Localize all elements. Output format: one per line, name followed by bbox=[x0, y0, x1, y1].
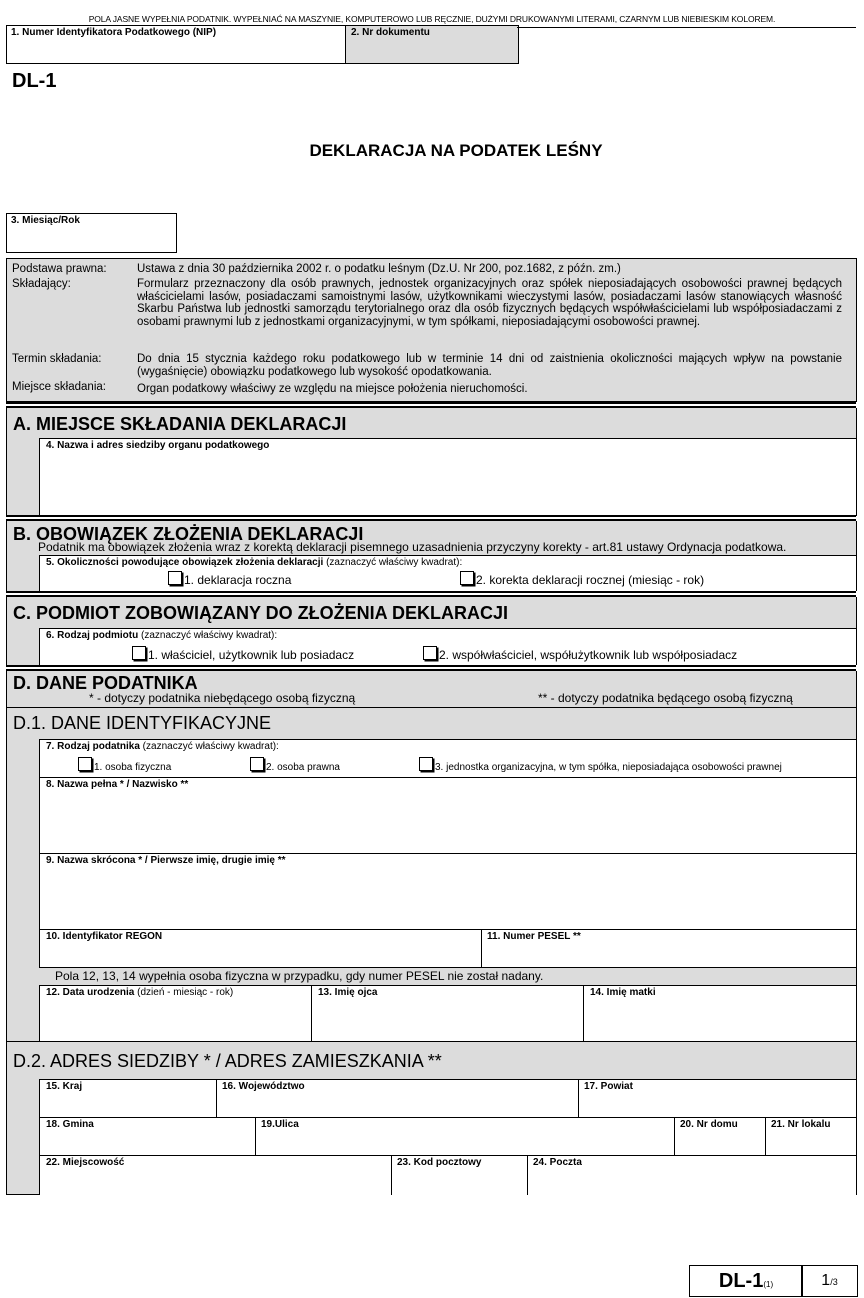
birth-date-field[interactable] bbox=[39, 985, 311, 1042]
birth-date-label: 12. Data urodzenia (dzień - miesiąc - rok) bbox=[46, 987, 234, 998]
house-number-label: 20. Nr domu bbox=[680, 1119, 738, 1130]
footer-form-code: DL-1 bbox=[718, 1270, 764, 1292]
regon-label: 10. Identyfikator REGON bbox=[46, 931, 163, 942]
fill-instruction: POLA JASNE WYPEŁNIA PODATNIK. WYPEŁNIAĆ NA MASZYNIE, KOMPUTEROWO LUB RĘCZNIE, DUŻYMI DRUKOWANYMI LITERAMI, CZARNYM LUB NIEBIESKIM KOLOREM. bbox=[88, 14, 776, 24]
checkbox-natural-person[interactable] bbox=[78, 757, 92, 771]
apartment-number-label: 21. Nr lokalu bbox=[771, 1119, 831, 1130]
street-field[interactable] bbox=[255, 1117, 674, 1156]
full-name-field[interactable] bbox=[39, 777, 856, 854]
entity-type-label: 6. Rodzaj podmiotu (zaznaczyć właściwy kwadrat): bbox=[46, 630, 278, 641]
checkbox-correction[interactable] bbox=[460, 571, 474, 585]
option-annual[interactable]: 1. deklaracja roczna bbox=[168, 571, 291, 587]
postal-code-field[interactable] bbox=[391, 1155, 527, 1195]
option-legal-person[interactable]: 2. osoba prawna bbox=[250, 757, 340, 773]
footer-page-total: /3 bbox=[830, 1277, 838, 1287]
option-org-unit[interactable]: 3. jednostka organizacyjna, w tym spółka, nieposiadająca osobowości prawnej bbox=[419, 757, 782, 773]
street-label: 19.Ulica bbox=[261, 1119, 299, 1130]
checkbox-org-unit[interactable] bbox=[419, 757, 433, 771]
form-code: DL-1 bbox=[12, 70, 57, 92]
checkbox-owner[interactable] bbox=[132, 646, 146, 660]
checkbox-annual[interactable] bbox=[168, 571, 182, 585]
document-number-label: 2. Nr dokumentu bbox=[351, 27, 430, 38]
county-label: 17. Powiat bbox=[584, 1081, 633, 1092]
section-d bbox=[6, 671, 857, 1195]
section-c-title: C. PODMIOT ZOBOWIĄZANY DO ZŁOŻENIA DEKLARACJI bbox=[13, 603, 508, 623]
option-owner[interactable]: 1. właściciel, użytkownik lub posiadacz bbox=[132, 646, 354, 662]
locality-field[interactable] bbox=[39, 1155, 391, 1195]
option-correction[interactable]: 2. korekta deklaracji rocznej (miesiąc - rok) bbox=[460, 571, 704, 587]
full-name-label: 8. Nazwa pełna * / Nazwisko ** bbox=[46, 779, 189, 790]
tax-office-label: 4. Nazwa i adres siedziby organu podatkowego bbox=[46, 440, 270, 451]
section-b bbox=[6, 521, 857, 591]
footer-page-box bbox=[801, 1265, 858, 1297]
place-key: Miejsce składania: bbox=[12, 381, 106, 393]
legal-basis-key: Podstawa prawna: bbox=[12, 263, 107, 275]
section-a-title: A. MIEJSCE SKŁADANIA DEKLARACJI bbox=[13, 414, 347, 434]
month-year-field[interactable] bbox=[6, 213, 177, 253]
father-name-label: 13. Imię ojca bbox=[318, 987, 378, 998]
post-office-label: 24. Poczta bbox=[533, 1157, 582, 1168]
place-text: Organ podatkowy właściwy ze względu na miejsce położenia nieruchomości. bbox=[137, 383, 528, 395]
house-number-field[interactable] bbox=[674, 1117, 765, 1156]
obligation-field bbox=[39, 555, 856, 592]
pesel-field[interactable] bbox=[481, 929, 856, 968]
nip-label: 1. Numer Identyfikatora Podatkowego (NIP) bbox=[11, 27, 217, 38]
pesel-note: Pola 12, 13, 14 wypełnia osoba fizyczna w przypadku, gdy numer PESEL nie został nadany. bbox=[55, 969, 544, 983]
voivodeship-label: 16. Województwo bbox=[222, 1081, 305, 1092]
taxpayer-type-label: 7. Rodzaj podatnika (zaznaczyć właściwy kwadrat): bbox=[46, 741, 279, 752]
note-natural-person: ** - dotyczy podatnika będącego osobą fizyczną bbox=[538, 691, 793, 705]
short-name-label: 9. Nazwa skrócona * / Pierwsze imię, drugie imię ** bbox=[46, 855, 286, 866]
deadline-key: Termin składania: bbox=[12, 353, 102, 365]
post-office-field[interactable] bbox=[527, 1155, 856, 1195]
mother-name-label: 14. Imię matki bbox=[590, 987, 656, 998]
d2-title: D.2. ADRES SIEDZIBY * / ADRES ZAMIESZKANIA ** bbox=[13, 1051, 442, 1071]
option-co-owner[interactable]: 2. współwłaściciel, współużytkownik lub współposiadacz bbox=[423, 646, 737, 662]
entity-type-field bbox=[39, 628, 856, 666]
mother-name-field[interactable] bbox=[583, 985, 856, 1042]
voivodeship-field[interactable] bbox=[216, 1079, 578, 1118]
footer-version: (1) bbox=[763, 1280, 774, 1289]
document-number-field bbox=[345, 25, 519, 64]
deadline-text: Do dnia 15 stycznia każdego roku podatkowego lub w terminie 14 dni od zaistnienia okoliczności mających wpływ na powstanie (wygaśnięcie) obowiązku podatkowego lub wysokość opodatkowania. bbox=[137, 353, 842, 378]
month-year-label: 3. Miesiąc/Rok bbox=[11, 215, 80, 226]
section-b-title: B. OBOWIĄZEK ZŁOŻENIA DEKLARACJI bbox=[13, 524, 364, 544]
tax-office-field[interactable] bbox=[39, 438, 856, 516]
option-natural-person[interactable]: 1. osoba fizyczna bbox=[78, 757, 171, 773]
county-field[interactable] bbox=[578, 1079, 856, 1118]
submitter-key: Składający: bbox=[12, 278, 71, 290]
note-legal-person: * - dotyczy podatnika niebędącego osobą fizyczną bbox=[89, 691, 356, 705]
section-d-title: D. DANE PODATNIKA bbox=[13, 673, 198, 693]
footer-page-number: 1 bbox=[821, 1272, 831, 1289]
apartment-number-field[interactable] bbox=[765, 1117, 856, 1156]
country-label: 15. Kraj bbox=[46, 1081, 83, 1092]
page-title: DEKLARACJA NA PODATEK LEŚNY bbox=[309, 141, 603, 160]
pesel-label: 11. Numer PESEL ** bbox=[487, 931, 581, 942]
regon-field[interactable] bbox=[39, 929, 481, 968]
legal-basis-text: Ustawa z dnia 30 października 2002 r. o podatku leśnym (Dz.U. Nr 200, poz.1682, z późn. zm.) bbox=[137, 263, 621, 275]
checkbox-co-owner[interactable] bbox=[423, 646, 437, 660]
father-name-field[interactable] bbox=[311, 985, 583, 1042]
checkbox-legal-person[interactable] bbox=[250, 757, 264, 771]
d1-title: D.1. DANE IDENTYFIKACYJNE bbox=[13, 713, 272, 733]
footer-code-box bbox=[689, 1265, 803, 1297]
submitter-text: Formularz przeznaczony dla osób prawnych, jednostek organizacyjnych oraz spółek nieposiadających osobowości prawnej będących właścicielami lasów, posiadaczami samoistnymi lasów, użytkownikami wieczystymi lasów, posiadaczami lasów stanowiących własność Skarbu Państwa lub jednostki samorządu terytorialnego oraz dla osób fizycznych będących współwłaścicielami lub współposiadaczami z osobami prawnymi lub z jednostkami organizacyjnymi, w tym spółkami, nieposiadającymi osobowości prawnej. bbox=[137, 278, 842, 328]
section-b-subtitle: Podatnik ma obowiązek złożenia wraz z korektą deklaracji pisemnego uzasadnienia przyczyny korekty - art.81 ustawy Ordynacja podatkowa. bbox=[38, 540, 787, 554]
locality-label: 22. Miejscowość bbox=[46, 1157, 125, 1168]
taxpayer-type-field bbox=[39, 739, 856, 778]
section-c bbox=[6, 597, 857, 665]
commune-label: 18. Gmina bbox=[46, 1119, 94, 1130]
nip-field[interactable] bbox=[6, 25, 347, 64]
country-field[interactable] bbox=[39, 1079, 216, 1118]
short-name-field[interactable] bbox=[39, 853, 856, 930]
legal-info-block bbox=[6, 258, 857, 402]
commune-field[interactable] bbox=[39, 1117, 255, 1156]
section-a bbox=[6, 408, 857, 516]
obligation-label: 5. Okoliczności powodujące obowiązek złożenia deklaracji (zaznaczyć właściwy kwadrat): bbox=[46, 557, 463, 568]
postal-code-label: 23. Kod pocztowy bbox=[397, 1157, 482, 1168]
